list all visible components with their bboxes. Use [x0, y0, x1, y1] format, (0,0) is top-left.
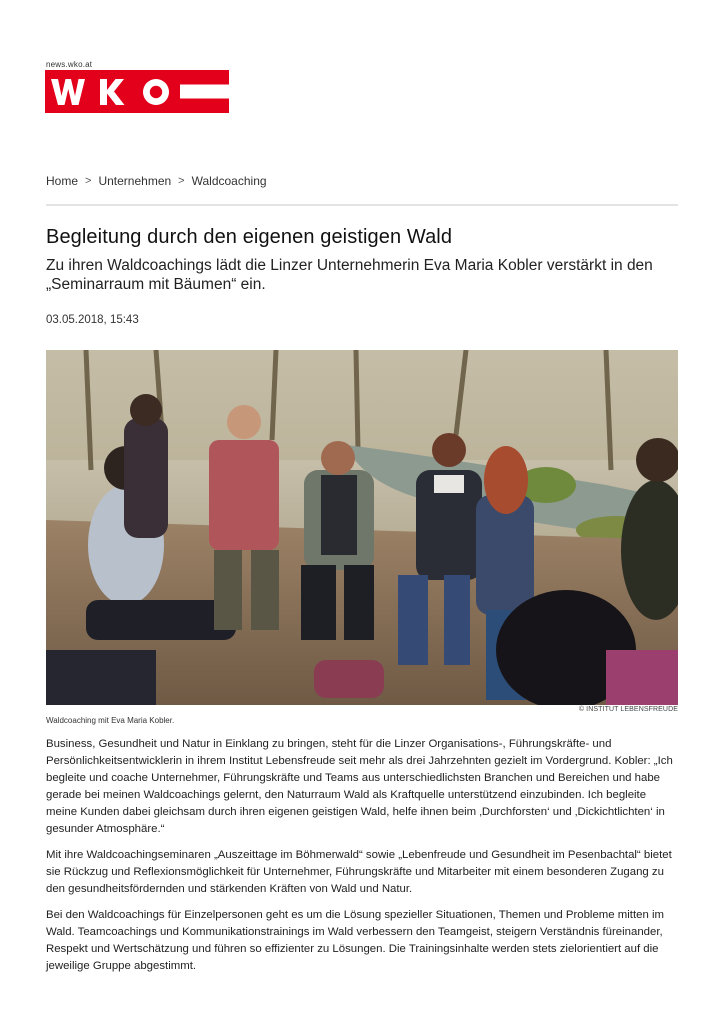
article-paragraph: Mit ihre Waldcoachingseminaren „Auszeittage im Böhmerwald“ sowie „Lebenfreude und Gesundheit im Pesenbachtal“ bietet sie Rückzug und Reflexionsmöglichkeit für Unternehmer, Führungskräfte und Mitarbeiter mit einem besonderen Zugang zu den gesundheitsfördernden und stärkenden Kräften von Wald und Natur.: [46, 849, 672, 895]
breadcrumb: [46, 174, 267, 188]
article-photo: [46, 350, 678, 705]
photo-caption: Waldcoaching mit Eva Maria Kobler.: [46, 716, 175, 725]
breadcrumb-separator: >: [85, 175, 92, 187]
breadcrumb-separator: >: [178, 175, 185, 187]
article-paragraph: Bei den Waldcoachings für Einzelpersonen geht es um die Lösung spezieller Situationen, Themen und Probleme mitten im Wald. Teamcoachings und Kommunikationstrainings im Wald verbessern den Teamgeist, steigern Verständnis füreinander, Respekt und Wertschätzung und führen so effizienter zu Lösungen. Die Trainingsinhalte werden stets zielorientiert auf die jeweilige Gruppe abgestimmt.: [46, 909, 664, 972]
breadcrumb-home[interactable]: Home: [46, 174, 79, 188]
divider: [46, 204, 678, 206]
article-paragraph: Business, Gesundheit und Natur in Einklang zu bringen, steht für die Linzer Organisations-, Führungskräfte- und Persönlichkeitsentwicklerin in ihrem Institut Lebensfreude seit mehr als drei Jahrzehnten gezielt im Vordergrund. Kobler: „Ich begleite und coache Unternehmer, Führungskräfte und Teams aus unterschiedlichsten Branchen und Bereichen und habe gerade bei meinen Waldcoachings gelernt, den Naturraum Wald als Kraftquelle unterstützend einzubinden. Ich begleite meine Kunden dabei gleichsam durch ihren eigenen geistigen Wald, helfe ihnen beim ‚Durchforsten‘ und ‚Dickichtlichten‘ in gesunder Atmosphäre.“: [46, 738, 673, 835]
article-lead: Zu ihren Waldcoachings lädt die Linzer Unternehmerin Eva Maria Kobler verstärkt in den „Seminarraum mit Bäumen“ ein.: [46, 257, 653, 293]
site-url[interactable]: news.wko.at: [46, 60, 93, 69]
breadcrumb-waldcoaching[interactable]: Waldcoaching: [191, 174, 267, 188]
article-title: Begleitung durch den eigenen geistigen Wald: [46, 226, 453, 248]
article-date: 03.05.2018, 15:43: [46, 314, 139, 326]
breadcrumb-unternehmen[interactable]: Unternehmen: [98, 174, 172, 188]
photo-credit: © INSTITUT LEBENSFREUDE: [578, 706, 678, 713]
wko-logo[interactable]: [45, 70, 229, 113]
article-body: [46, 736, 680, 984]
